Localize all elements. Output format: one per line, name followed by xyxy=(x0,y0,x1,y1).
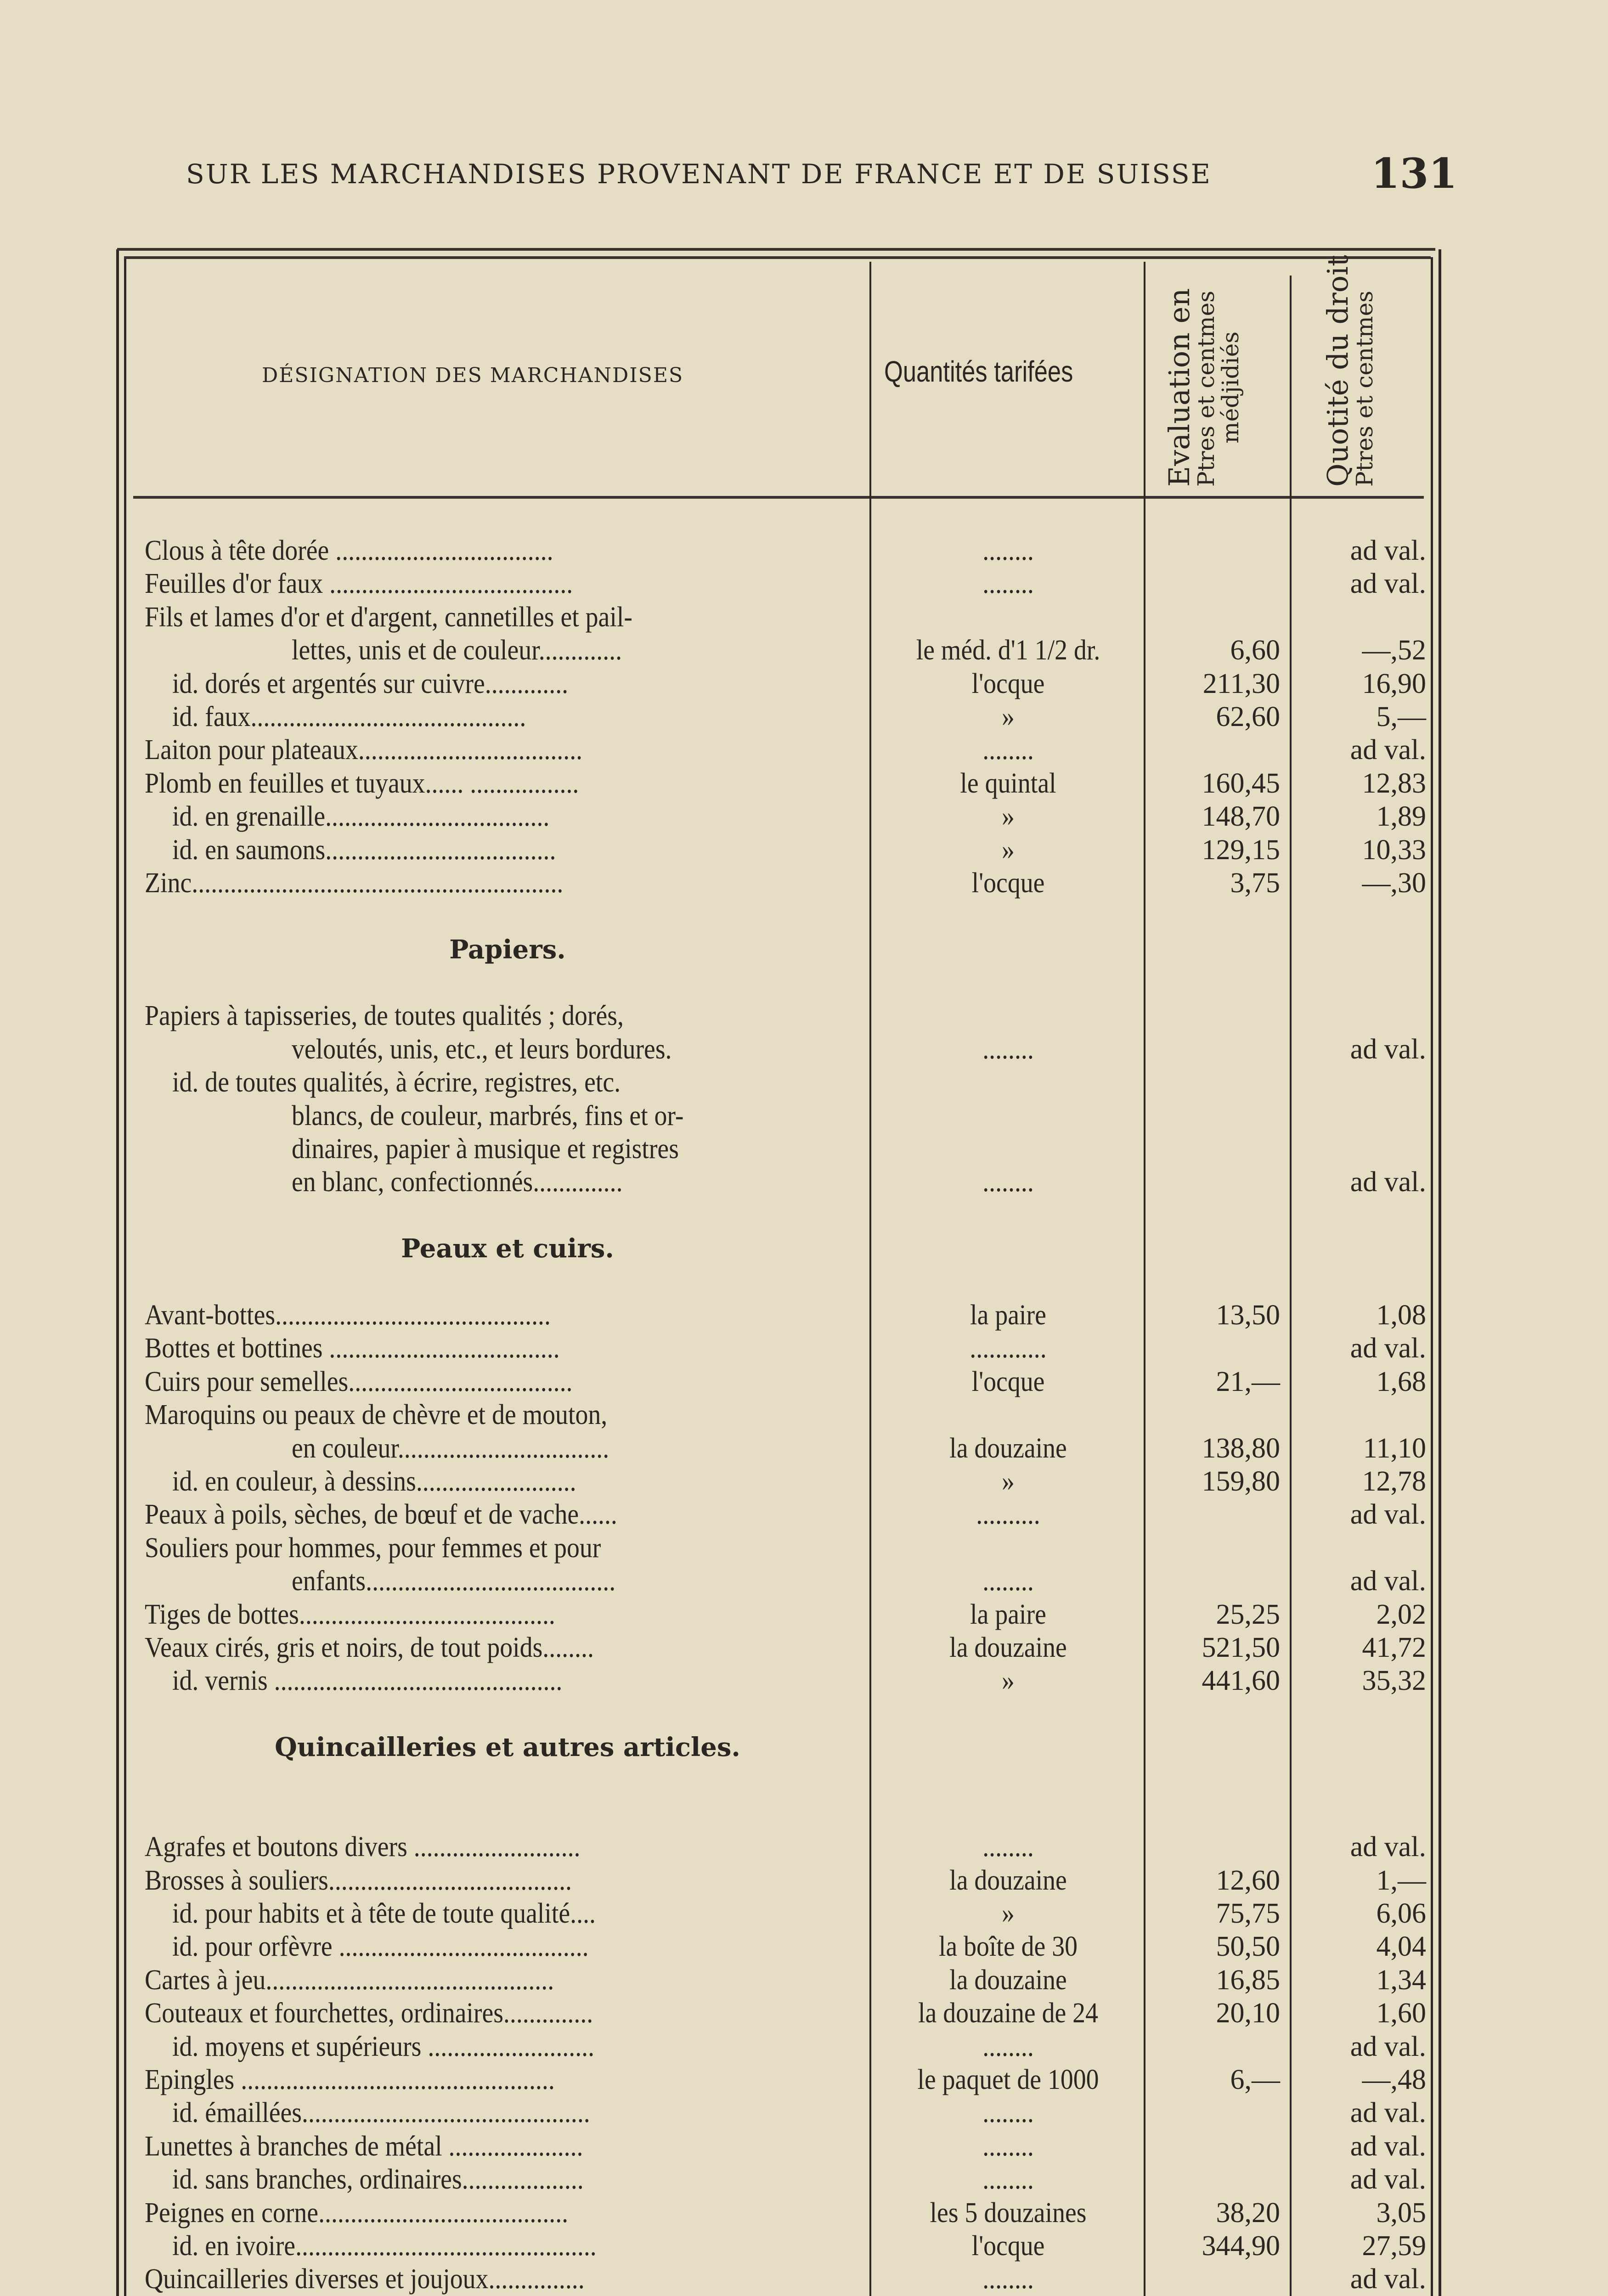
section-title: Quincailleries et autres articles. xyxy=(275,1732,740,1763)
item-description: Papiers à tapisseries, de toutes qualités ; dorés, xyxy=(145,1000,624,1032)
item-description: Bottes et bottines .................................... xyxy=(145,1333,560,1364)
item-description: id. faux........................................... xyxy=(172,701,526,732)
item-quantity-unit: la douzaine xyxy=(949,1964,1067,1996)
item-description: id. en couleur, à dessins......................... xyxy=(172,1465,576,1497)
table-row xyxy=(145,833,1431,867)
item-quantity-unit: ........ xyxy=(982,1831,1034,1863)
item-duty: ad val. xyxy=(1350,1033,1426,1065)
table-row xyxy=(145,1033,1431,1066)
item-quantity-unit: ........ xyxy=(982,734,1034,766)
spacer-row xyxy=(145,1764,1431,1797)
item-description: Lunettes à branches de métal ..................... xyxy=(145,2130,583,2162)
item-quantity-unit: le quintal xyxy=(960,767,1056,799)
item-description: Zinc.......................................................... xyxy=(145,867,564,899)
item-quantity-unit: ........ xyxy=(982,535,1034,566)
table-row xyxy=(145,667,1431,700)
item-quantity-unit: le méd. d'1 1/2 dr. xyxy=(916,635,1100,666)
item-quantity-unit: les 5 douzaines xyxy=(930,2197,1087,2228)
table-row xyxy=(145,1864,1431,1897)
item-duty: ad val. xyxy=(1350,568,1426,600)
table-row xyxy=(145,1299,1431,1332)
item-description: Plomb en feuilles et tuyaux...... ................. xyxy=(145,767,579,799)
table-row xyxy=(145,2196,1431,2229)
table-row xyxy=(145,1332,1431,1365)
item-duty: 16,90 xyxy=(1362,668,1426,699)
item-duty: 27,59 xyxy=(1362,2230,1426,2262)
section-title: Papiers. xyxy=(449,934,566,965)
item-evaluation: 3,75 xyxy=(1230,867,1280,899)
item-description: Peaux à poils, sèches, de bœuf et de vache...... xyxy=(145,1499,617,1531)
table-row xyxy=(145,1664,1431,1697)
item-description: Maroquins ou peaux de chèvre et de mouton, xyxy=(145,1399,608,1431)
table-row xyxy=(145,2030,1431,2063)
spacer-row xyxy=(145,1266,1431,1299)
spacer-row xyxy=(145,1698,1431,1731)
item-quantity-unit: ........ xyxy=(982,2164,1034,2195)
item-evaluation: 20,10 xyxy=(1216,1998,1280,2029)
table-row xyxy=(145,1897,1431,1930)
item-evaluation: 12,60 xyxy=(1216,1864,1280,1896)
item-description: Brosses à souliers...................................... xyxy=(145,1864,572,1896)
item-quantity-unit: .......... xyxy=(976,1499,1040,1531)
item-evaluation: 6,60 xyxy=(1230,635,1280,666)
header-designation: DÉSIGNATION DES MARCHANDISES xyxy=(262,364,684,387)
item-description: Quincailleries diverses et joujoux............... xyxy=(145,2263,585,2295)
item-evaluation: 50,50 xyxy=(1216,1931,1280,1963)
item-quantity-unit: ........ xyxy=(982,2130,1034,2162)
table-row xyxy=(145,1132,1431,1165)
item-description: Agrafes et boutons divers .......................... xyxy=(145,1831,581,1863)
item-duty: ad val. xyxy=(1350,1499,1426,1531)
item-quantity-unit: l'ocque xyxy=(971,668,1045,699)
item-duty: ad val. xyxy=(1350,535,1426,566)
item-quantity-unit: ........ xyxy=(982,1565,1034,1597)
item-quantity-unit: » xyxy=(1002,801,1015,833)
item-description: id. pour orfèvre ....................................... xyxy=(172,1931,589,1963)
item-duty: 3,05 xyxy=(1376,2197,1426,2228)
header-duty-line2: Ptres et centmes xyxy=(1351,291,1378,487)
table-row xyxy=(145,1066,1431,1099)
top-rule-inner xyxy=(124,256,1431,259)
table-row xyxy=(145,1432,1431,1465)
item-duty: 11,10 xyxy=(1363,1432,1426,1464)
item-duty: 5,— xyxy=(1376,701,1426,732)
item-description: dinaires, papier à musique et registres xyxy=(292,1133,679,1165)
item-duty: ad val. xyxy=(1350,2263,1426,2295)
item-description: id. pour habits et à tête de toute qualité.... xyxy=(172,1898,596,1930)
item-duty: 1,68 xyxy=(1376,1366,1426,1397)
item-quantity-unit: la douzaine xyxy=(949,1632,1067,1663)
item-duty: 1,60 xyxy=(1376,1998,1426,2029)
item-quantity-unit: l'ocque xyxy=(971,1366,1045,1397)
item-duty: 2,02 xyxy=(1376,1598,1426,1630)
item-quantity-unit: le paquet de 1000 xyxy=(917,2064,1099,2095)
spacer-row xyxy=(145,900,1431,933)
item-description: id. sans branches, ordinaires................... xyxy=(172,2164,584,2195)
item-evaluation: 13,50 xyxy=(1216,1299,1280,1331)
item-duty: —,52 xyxy=(1362,635,1426,666)
item-duty: 10,33 xyxy=(1362,834,1426,866)
item-description: Veaux cirés, gris et noirs, de tout poids........ xyxy=(145,1632,594,1663)
section-heading xyxy=(145,1731,1431,1764)
item-duty: ad val. xyxy=(1350,2097,1426,2129)
item-duty: —,48 xyxy=(1362,2064,1426,2095)
table-row xyxy=(145,733,1431,766)
item-description: id. en grenaille................................... xyxy=(172,801,550,833)
spacer-row xyxy=(145,1199,1431,1232)
item-description: id. moyens et supérieurs .......................... xyxy=(172,2031,595,2062)
section-heading xyxy=(145,1232,1431,1265)
item-description: Feuilles d'or faux ...................................... xyxy=(145,568,573,600)
header-evaluation xyxy=(1164,288,1242,487)
item-description: lettes, unis et de couleur............. xyxy=(292,635,622,666)
table-row xyxy=(145,1465,1431,1498)
header-quantity: Quantités tarifées xyxy=(884,355,1073,388)
item-evaluation: 21,— xyxy=(1216,1366,1280,1397)
item-duty: 1,— xyxy=(1376,1864,1426,1896)
item-quantity-unit: ........ xyxy=(982,2263,1034,2295)
table-row xyxy=(145,1099,1431,1132)
item-quantity-unit: la douzaine xyxy=(949,1864,1067,1896)
item-description: id. de toutes qualités, à écrire, registres, etc. xyxy=(172,1067,621,1098)
item-duty: 1,34 xyxy=(1376,1964,1426,1996)
table-row xyxy=(145,1830,1431,1863)
item-evaluation: 75,75 xyxy=(1216,1898,1280,1930)
table-row xyxy=(145,1531,1431,1564)
item-evaluation: 441,60 xyxy=(1202,1665,1280,1697)
item-description: en couleur................................. xyxy=(292,1432,609,1464)
item-duty: ad val. xyxy=(1350,2164,1426,2195)
item-duty: ad val. xyxy=(1350,1565,1426,1597)
section-heading xyxy=(145,933,1431,966)
table-row xyxy=(145,1930,1431,1963)
item-evaluation: 6,— xyxy=(1230,2064,1280,2095)
item-quantity-unit: ........ xyxy=(982,2031,1034,2062)
item-description: enfants....................................... xyxy=(292,1565,616,1597)
item-duty: 12,78 xyxy=(1362,1465,1426,1497)
item-description: Fils et lames d'or et d'argent, cannetilles et pail- xyxy=(145,601,632,633)
item-evaluation: 38,20 xyxy=(1216,2197,1280,2228)
item-evaluation: 160,45 xyxy=(1202,767,1280,799)
item-duty: 1,89 xyxy=(1376,801,1426,833)
item-duty: ad val. xyxy=(1350,1333,1426,1364)
item-description: en blanc, confectionnés.............. xyxy=(292,1166,623,1198)
item-duty: 4,04 xyxy=(1376,1931,1426,1963)
item-description: Tiges de bottes........................................ xyxy=(145,1598,555,1630)
item-quantity-unit: ............ xyxy=(970,1333,1047,1364)
table-row xyxy=(145,1997,1431,2030)
table-row xyxy=(145,2063,1431,2096)
item-quantity-unit: la boîte de 30 xyxy=(938,1931,1078,1963)
item-description: Cuirs pour semelles................................... xyxy=(145,1366,573,1397)
item-duty: —,30 xyxy=(1362,867,1426,899)
item-evaluation: 521,50 xyxy=(1202,1632,1280,1663)
item-evaluation: 25,25 xyxy=(1216,1598,1280,1630)
item-quantity-unit: ........ xyxy=(982,1033,1034,1065)
table-row xyxy=(145,867,1431,900)
item-duty: 1,08 xyxy=(1376,1299,1426,1331)
table-row xyxy=(145,1365,1431,1398)
item-evaluation: 344,90 xyxy=(1202,2230,1280,2262)
item-description: veloutés, unis, etc., et leurs bordures. xyxy=(292,1033,672,1065)
item-quantity-unit: l'ocque xyxy=(971,867,1045,899)
item-quantity-unit: » xyxy=(1002,1898,1015,1930)
item-description: Peignes en corne....................................... xyxy=(145,2197,569,2228)
item-description: Laiton pour plateaux................................... xyxy=(145,734,583,766)
item-quantity-unit: » xyxy=(1002,701,1015,732)
item-duty: ad val. xyxy=(1350,2031,1426,2062)
item-duty: ad val. xyxy=(1350,1831,1426,1863)
spacer-row xyxy=(145,1797,1431,1830)
item-quantity-unit: la douzaine de 24 xyxy=(918,1998,1098,2029)
item-description: id. en ivoire............................................... xyxy=(172,2230,597,2262)
item-quantity-unit: » xyxy=(1002,1465,1015,1497)
header-evaluation-line2: Ptres et centmes xyxy=(1193,291,1220,487)
header-duty xyxy=(1323,255,1377,487)
item-description: Epingles ................................................. xyxy=(145,2064,555,2095)
table-row xyxy=(145,634,1431,667)
item-quantity-unit: la paire xyxy=(970,1299,1046,1331)
item-duty: 41,72 xyxy=(1362,1632,1426,1663)
table-row xyxy=(145,1498,1431,1531)
item-duty: ad val. xyxy=(1350,2130,1426,2162)
table-row xyxy=(145,800,1431,833)
item-duty: 6,06 xyxy=(1376,1898,1426,1930)
item-duty: 35,32 xyxy=(1362,1665,1426,1697)
item-description: id. en saumons.................................... xyxy=(172,834,556,866)
item-evaluation: 159,80 xyxy=(1202,1465,1280,1497)
top-rule-outer xyxy=(117,248,1435,251)
item-evaluation: 138,80 xyxy=(1202,1432,1280,1464)
item-evaluation: 16,85 xyxy=(1216,1964,1280,1996)
table-row xyxy=(145,2163,1431,2196)
table-row xyxy=(145,567,1431,600)
table-row xyxy=(145,601,1431,634)
table-row xyxy=(145,1564,1431,1598)
item-description: Couteaux et fourchettes, ordinaires.............. xyxy=(145,1998,593,2029)
page-number: 131 xyxy=(1371,149,1457,198)
item-description: Avant-bottes........................................... xyxy=(145,1299,551,1331)
item-quantity-unit: la douzaine xyxy=(949,1432,1067,1464)
table-row xyxy=(145,1165,1431,1199)
item-quantity-unit: ........ xyxy=(982,568,1034,600)
table-row xyxy=(145,1398,1431,1431)
table-body xyxy=(145,534,1431,2296)
table-row xyxy=(145,534,1431,567)
item-quantity-unit: » xyxy=(1002,1665,1015,1697)
table-row xyxy=(145,2096,1431,2129)
header-rule xyxy=(133,496,1424,499)
table-row xyxy=(145,1631,1431,1664)
item-evaluation: 62,60 xyxy=(1216,701,1280,732)
item-evaluation: 148,70 xyxy=(1202,801,1280,833)
running-head: SUR LES MARCHANDISES PROVENANT DE FRANCE ET DE SUISSE xyxy=(186,158,1212,190)
table-row xyxy=(145,700,1431,733)
item-description: Clous à tête dorée .................................. xyxy=(145,535,553,566)
item-duty: ad val. xyxy=(1350,734,1426,766)
header-evaluation-line3: médjidiés xyxy=(1217,331,1244,444)
item-quantity-unit: la paire xyxy=(970,1598,1046,1630)
item-evaluation: 211,30 xyxy=(1202,668,1280,699)
table-row xyxy=(145,1964,1431,1997)
item-description: id. émaillées............................................. xyxy=(172,2097,590,2129)
item-description: blancs, de couleur, marbrés, fins et or- xyxy=(292,1100,684,1131)
item-description: id. vernis ............................................. xyxy=(172,1665,563,1697)
item-quantity-unit: ........ xyxy=(982,1166,1034,1198)
header-duty-line1: Quotité du droit xyxy=(1321,255,1354,487)
item-description: Cartes à jeu............................................. xyxy=(145,1964,554,1996)
item-duty: ad val. xyxy=(1350,1166,1426,1198)
table-row xyxy=(145,767,1431,800)
item-quantity-unit: » xyxy=(1002,834,1015,866)
table-row xyxy=(145,2229,1431,2262)
item-quantity-unit: l'ocque xyxy=(971,2230,1045,2262)
table-row xyxy=(145,2262,1431,2296)
table-row xyxy=(145,999,1431,1032)
item-quantity-unit: ........ xyxy=(982,2097,1034,2129)
section-title: Peaux et cuirs. xyxy=(401,1233,614,1264)
table-row xyxy=(145,1598,1431,1631)
item-evaluation: 129,15 xyxy=(1202,834,1280,866)
table-row xyxy=(145,2130,1431,2163)
item-description: Souliers pour hommes, pour femmes et pour xyxy=(145,1532,601,1564)
item-duty: 12,83 xyxy=(1362,767,1426,799)
header-evaluation-line1: Evaluation en xyxy=(1162,288,1196,487)
item-description: id. dorés et argentés sur cuivre............. xyxy=(172,668,569,699)
spacer-row xyxy=(145,966,1431,999)
